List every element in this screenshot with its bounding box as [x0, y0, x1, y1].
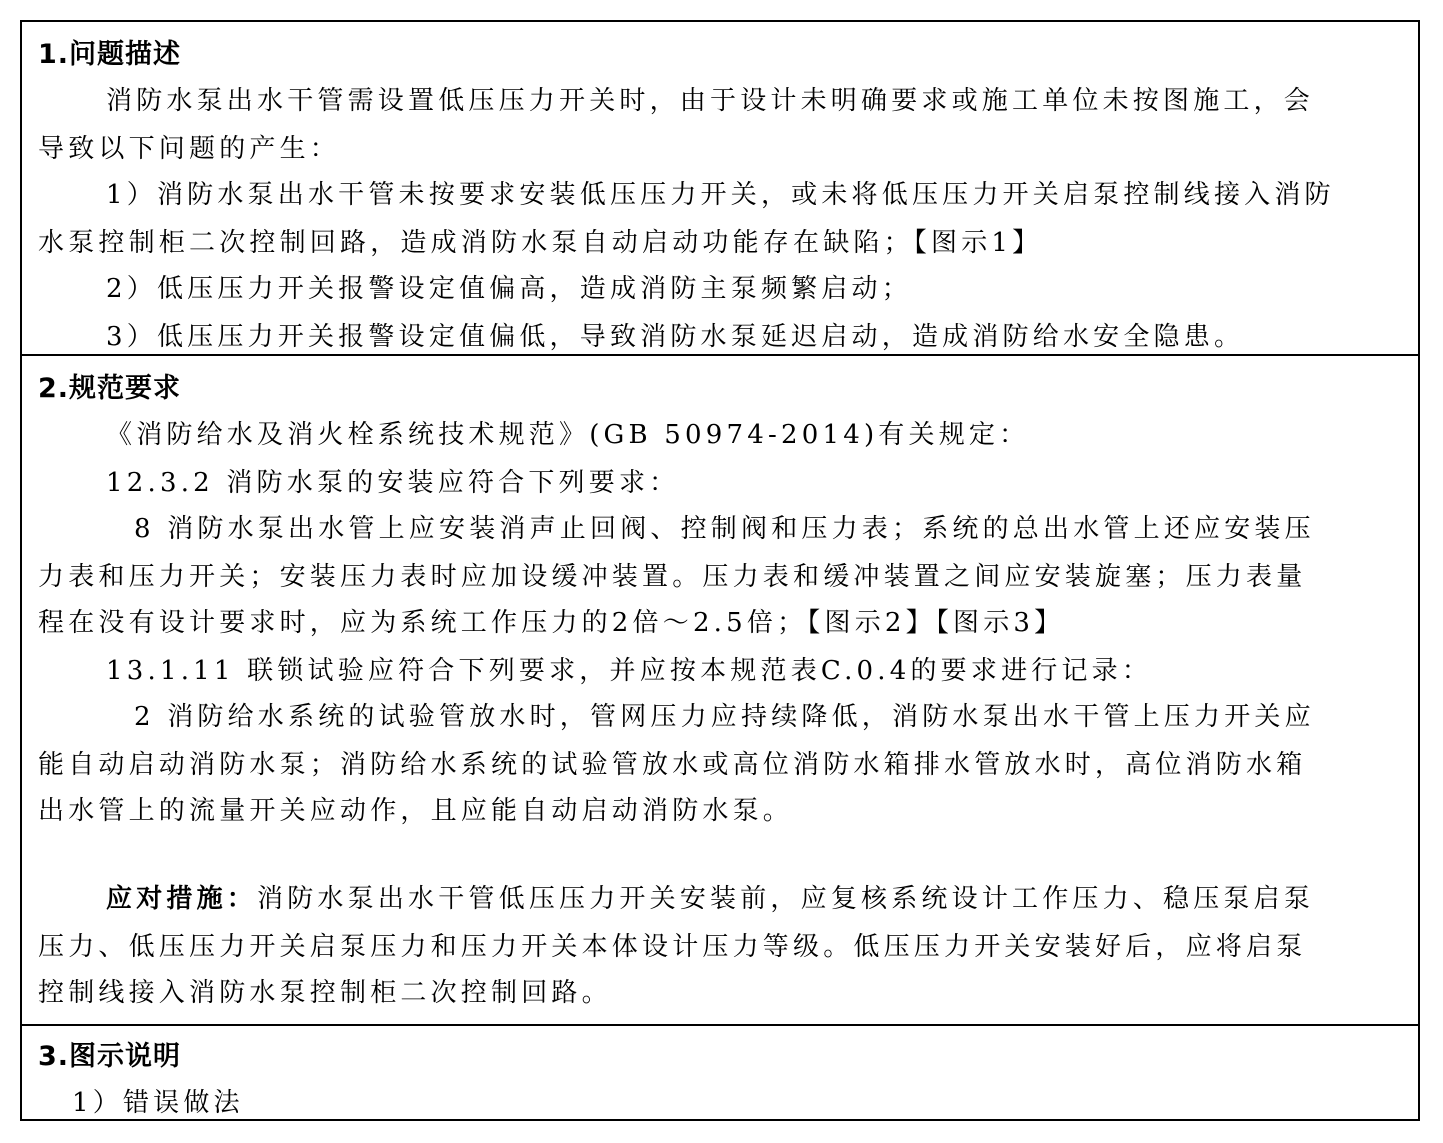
- measure-text: 消防水泵出水干管低压压力开关安装前，应复核系统设计工作压力、稳压泵启泵: [257, 884, 1315, 914]
- paragraph-line: 压力、低压压力开关启泵压力和压力开关本体设计压力等级。低压压力开关安装好后，应将启泵: [38, 932, 1307, 962]
- section-problem: [22, 22, 1418, 356]
- measure-label: 应对措施：: [106, 884, 258, 914]
- paragraph-line: 消防水泵出水干管需设置低压压力开关时，由于设计未明确要求或施工单位未按图施工，会: [106, 86, 1315, 116]
- document-frame: [20, 20, 1420, 1121]
- paragraph-line: 力表和压力开关；安装压力表时应加设缓冲装置。压力表和缓冲装置之间应安装旋塞；压力表量: [38, 562, 1307, 592]
- section-illustration: [22, 1026, 1418, 1121]
- clause-number: 12.3.2 消防水泵的安装应符合下列要求：: [106, 468, 680, 498]
- list-item: 1）错误做法: [72, 1088, 244, 1118]
- paragraph-line: 2 消防给水系统的试验管放水时，管网压力应持续降低，消防水泵出水干管上压力开关应: [134, 702, 1315, 732]
- paragraph-line: 3）低压压力开关报警设定值偏低，导致消防水泵延迟启动，造成消防给水安全隐患。: [106, 322, 1245, 352]
- measure-line: [106, 878, 1314, 915]
- paragraph-line: 1）消防水泵出水干管未按要求安装低压压力开关，或未将低压压力开关启泵控制线接入消防: [106, 180, 1335, 210]
- section-heading: 3.图示说明: [38, 1041, 182, 1072]
- section-regulation: [22, 356, 1418, 1026]
- paragraph-line: 2）低压压力开关报警设定值偏高，造成消防主泵频繁启动；: [106, 274, 912, 304]
- paragraph-line: 水泵控制柜二次控制回路，造成消防水泵自动启动功能存在缺陷；【图示1】: [38, 228, 1043, 258]
- paragraph-line: 导致以下问题的产生：: [38, 134, 341, 164]
- paragraph-line: 程在没有设计要求时，应为系统工作压力的2倍～2.5倍；【图示2】【图示3】: [38, 608, 1065, 638]
- paragraph-line: 8 消防水泵出水管上应安装消声止回阀、控制阀和压力表；系统的总出水管上还应安装压: [134, 514, 1315, 544]
- section-heading: 1.问题描述: [38, 39, 182, 70]
- regulation-title: 《消防给水及消火栓系统技术规范》(GB 50974-2014)有关规定：: [106, 420, 1030, 450]
- section-heading: 2.规范要求: [38, 373, 182, 404]
- paragraph-line: 控制线接入消防水泵控制柜二次控制回路。: [38, 978, 612, 1008]
- paragraph-line: 出水管上的流量开关应动作，且应能自动启动消防水泵。: [38, 796, 794, 826]
- clause-number: 13.1.11 联锁试验应符合下列要求，并应按本规范表C.0.4的要求进行记录：: [106, 656, 1153, 686]
- paragraph-line: 能自动启动消防水泵；消防给水系统的试验管放水或高位消防水箱排水管放水时，高位消防水箱: [38, 750, 1307, 780]
